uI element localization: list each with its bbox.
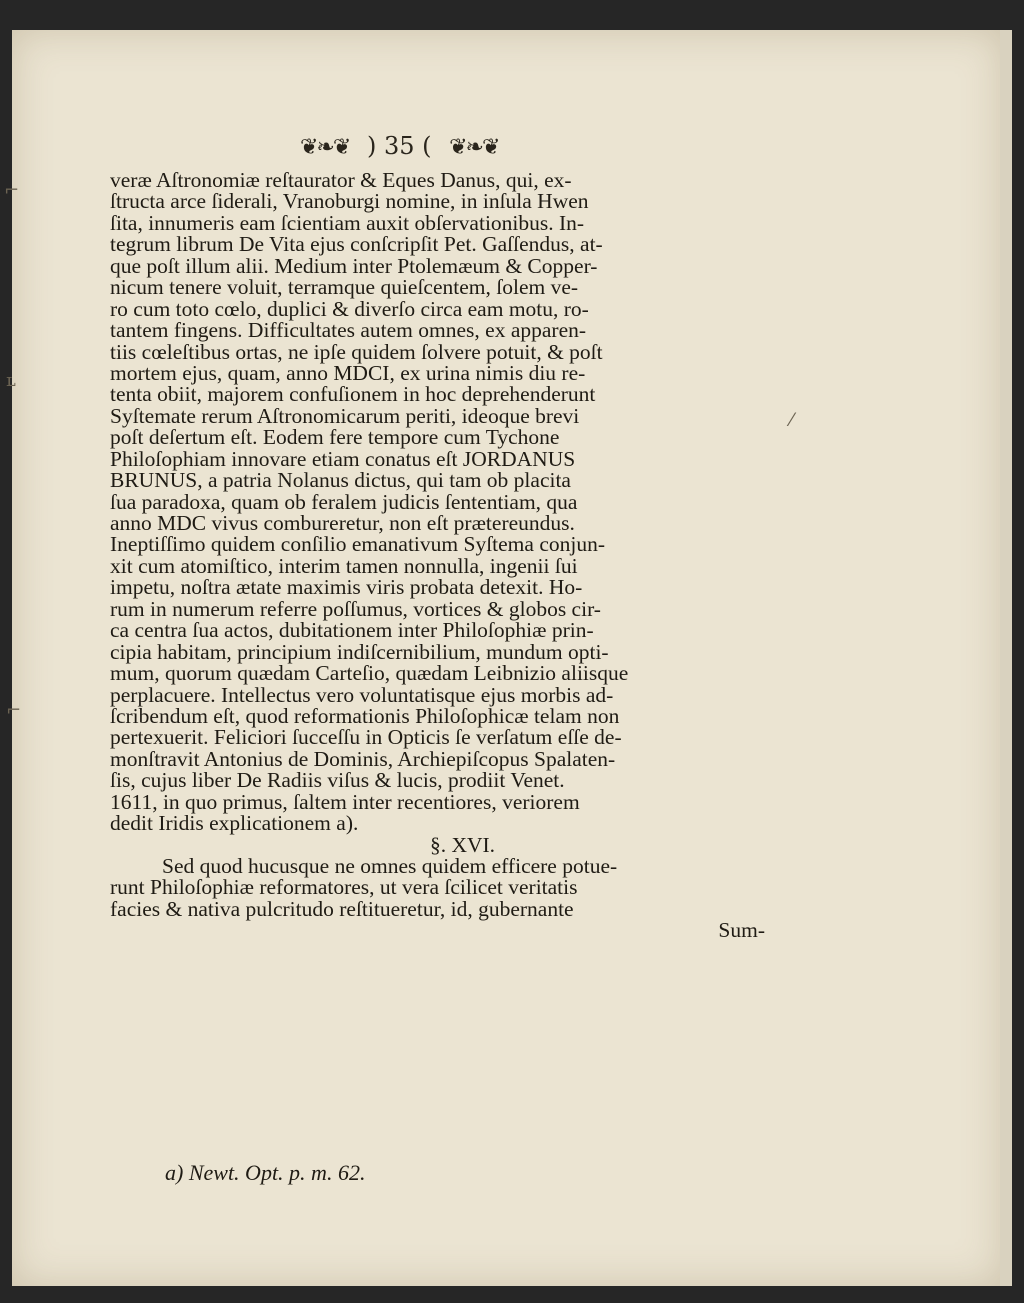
text-line: dedit Iridis explicationem a).	[110, 811, 359, 836]
text-line: poſt deſertum eſt. Eodem fere tempore cum Tychone	[110, 425, 560, 450]
text-line: Syſtemate rerum Aſtronomicarum periti, ideoque brevi	[110, 403, 580, 428]
text-line: rum in numerum referre poſſumus, vortices & globos cir-	[110, 596, 601, 621]
text-line: ſua paradoxa, quam ob feralem judicis ſententiam, qua	[110, 489, 578, 514]
section-heading: §. XVI.	[429, 832, 496, 857]
text-line: tiis cœleſtibus ortas, ne ipſe quidem ſolvere potuit, & poſt	[110, 339, 603, 364]
page-edge	[1000, 30, 1012, 1286]
text-line: que poſt illum alii. Medium inter Ptolemæum & Copper-	[110, 253, 598, 278]
text-line: Philoſophiam innovare etiam conatus eſt JORDANUS	[110, 446, 576, 471]
text-line: ſis, cujus liber De Radiis viſus & lucis, prodiit Venet.	[110, 768, 565, 793]
footnote: a) Newt. Opt. p. m. 62.	[165, 1160, 366, 1185]
text-line: ſcribendum eſt, quod reformationis Philoſophicæ telam non	[110, 703, 620, 728]
text-line: cipia habitam, principium indiſcernibilium, mundum opti-	[110, 639, 609, 664]
text-line: 1611, in quo primus, ſaltem inter recentiores, veriorem	[110, 789, 580, 814]
margin-mark: ʟ	[6, 370, 16, 391]
margin-mark: ⁄	[790, 410, 794, 431]
text-line: ſtructa arce ſiderali, Vranoburgi nomine, in inſula Hwen	[110, 189, 589, 214]
text-line: veræ Aſtronomiæ reſtaurator & Eques Danus, qui, ex-	[110, 168, 572, 192]
catchword: Sum-	[718, 918, 765, 943]
ornament-right-icon: ❦❧❦	[449, 135, 499, 160]
text-line: mortem ejus, quam, anno MDCI, ex urina nimis diu re-	[110, 360, 586, 385]
ornament-left-icon: ❦❧❦	[300, 135, 350, 160]
margin-mark: ⌐	[6, 700, 22, 721]
text-line: anno MDC vivus combureretur, non eſt prætereundus.	[110, 511, 575, 535]
page-number: ) 35 (	[366, 132, 432, 160]
text-line: mum, quorum quædam Carteſio, quædam Leibnizio aliisque	[110, 661, 629, 686]
text-line: xit cum atomiſtico, interim tamen nonnulla, ingenii ſui	[110, 553, 578, 578]
text-line: Ineptiſſimo quidem conſilio emanativum Syſtema conjun-	[110, 532, 606, 557]
text-line: perplacuere. Intellectus vero voluntatisque ejus morbis ad-	[110, 682, 614, 707]
text-line: tenta obiit, majorem confuſionem in hoc deprehenderunt	[110, 382, 596, 407]
text-line: pertexuerit. Feliciori ſucceſſu in Opticis ſe verſatum eſſe de-	[110, 725, 622, 750]
text-line: ca centra ſua actos, dubitationem inter Philoſophiæ prin-	[110, 618, 594, 643]
text-line: impetu, noſtra ætate maximis viris probata detexit. Ho-	[110, 575, 583, 600]
text-line: monſtravit Antonius de Dominis, Archiepiſcopus Spalaten-	[110, 746, 616, 771]
text-line: Sed quod hucusque ne omnes quidem efficere potue-	[162, 854, 618, 878]
text-line: runt Philoſophiæ reformatores, ut vera ſcilicet veritatis	[110, 875, 578, 900]
text-line: BRUNUS, a patria Nolanus dictus, qui tam ob placita	[110, 468, 571, 493]
body-text	[110, 170, 775, 942]
text-line: ſita, innumeris eam ſcientiam auxit obſervationibus. In-	[110, 210, 585, 235]
text-line: ro cum toto cœlo, duplici & diverſo circa eam motu, ro-	[110, 296, 589, 321]
text-line: tantem fingens. Difficultates autem omnes, ex apparen-	[110, 318, 587, 343]
text-line: tegrum librum De Vita ejus conſcripſit Pet. Gaſſendus, at-	[110, 232, 603, 257]
text-line: facies & nativa pulcritudo reſtitueretur, id, gubernante	[110, 896, 574, 921]
margin-mark: ⌐	[4, 180, 20, 201]
page-header	[300, 132, 600, 164]
text-line: nicum tenere voluit, terramque quieſcentem, ſolem ve-	[110, 275, 579, 300]
